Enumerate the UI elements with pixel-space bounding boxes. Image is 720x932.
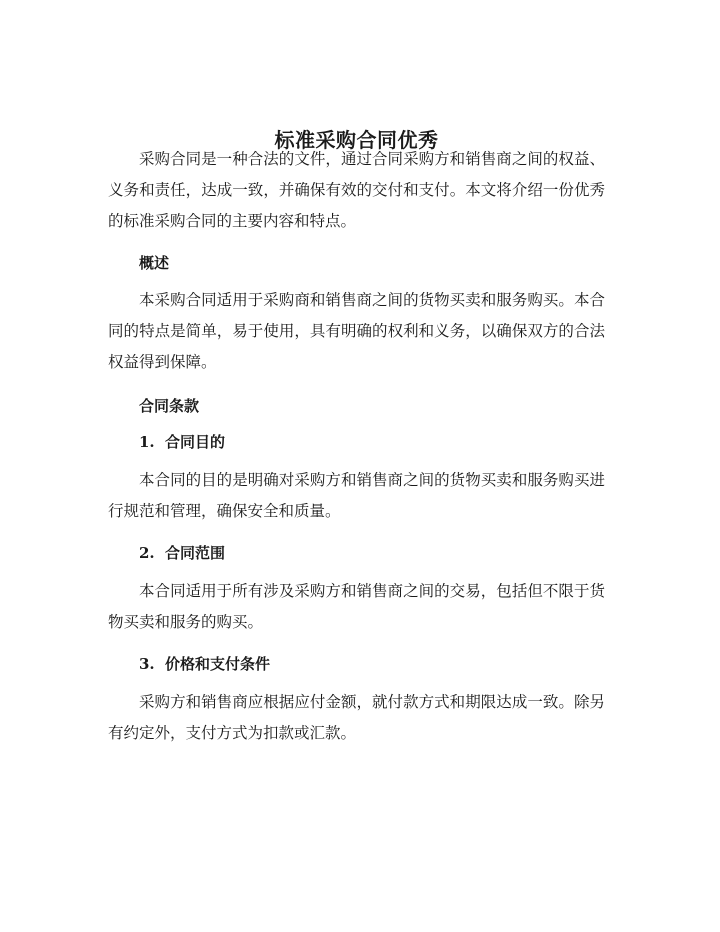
- term-3-title: 价格和支付条件: [165, 655, 271, 673]
- term-2-paragraph: 本合同适用于所有涉及采购方和销售商之间的交易，包括但不限于货物买卖和服务的购买。: [108, 582, 605, 631]
- term-2-title: 合同范围: [165, 544, 226, 562]
- document-title: 标准采购合同优秀: [274, 128, 439, 153]
- term-1-heading: [139, 430, 225, 454]
- term-1-title: 合同目的: [165, 433, 226, 451]
- intro-paragraph: 采购合同是一种合法的文件，通过合同采购方和销售商之间的权益、义务和责任，达成一致，并确保有效的交付和支付。本文将介绍一份优秀的标准采购合同的主要内容和特点。: [108, 150, 605, 230]
- term-3-number: 3.: [139, 655, 155, 673]
- term-1-paragraph: 本合同的目的是明确对采购方和销售商之间的货物买卖和服务购买进行规范和管理，确保安全和质量。: [108, 471, 605, 520]
- term-3-paragraph: 采购方和销售商应根据应付金额，就付款方式和期限达成一致。除另有约定外，支付方式为扣款或汇款。: [108, 693, 605, 742]
- terms-heading: 合同条款: [139, 397, 200, 415]
- overview-heading: 概述: [139, 254, 170, 272]
- overview-paragraph: 本采购合同适用于采购商和销售商之间的货物买卖和服务购买。本合同的特点是简单，易于使用，具有明确的权利和义务，以确保双方的合法权益得到保障。: [108, 291, 605, 371]
- term-3-heading: [139, 652, 270, 676]
- term-1-number: 1.: [139, 433, 155, 451]
- term-2-number: 2.: [139, 544, 155, 562]
- term-2-heading: [139, 541, 225, 565]
